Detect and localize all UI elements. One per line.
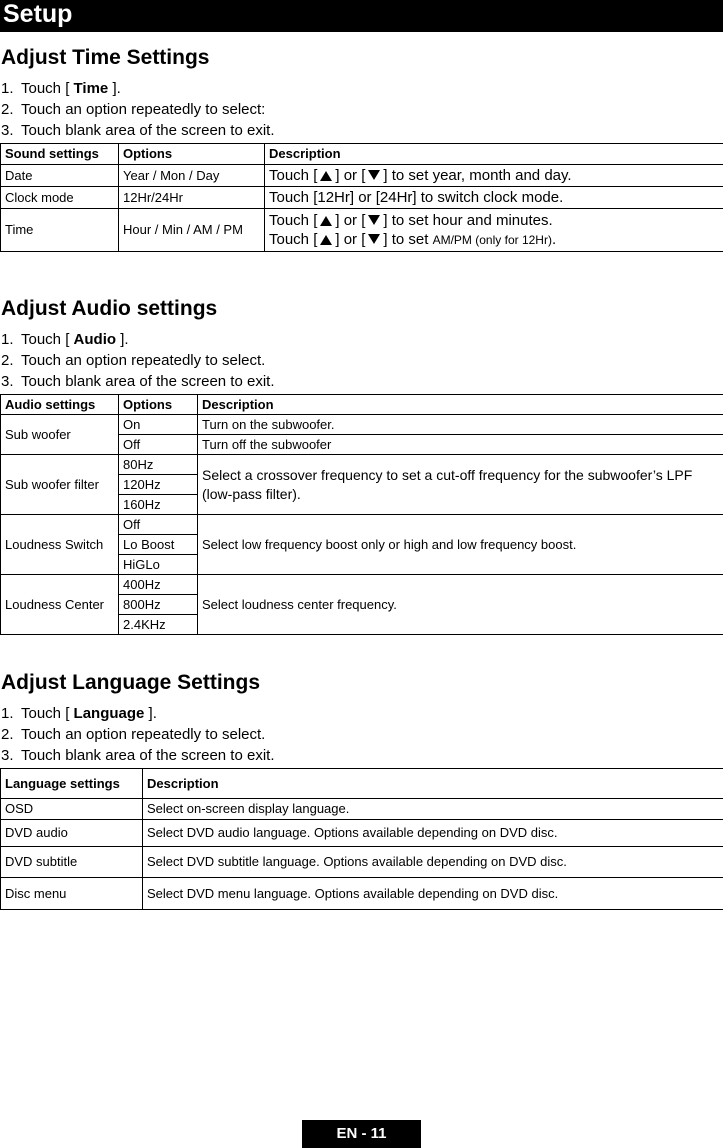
header-bar — [0, 0, 723, 32]
column-header: Description — [265, 144, 723, 165]
column-header: Description — [143, 769, 723, 799]
table-header-row — [1, 144, 723, 165]
options-cell: 160Hz — [119, 495, 198, 515]
description-cell: Select low frequency boost only or high and low frequency boost. — [198, 515, 723, 575]
options-cell: Off — [119, 515, 198, 535]
setting-cell: DVD audio — [1, 820, 143, 847]
language-steps — [1, 703, 274, 766]
options-cell: HiGLo — [119, 555, 198, 575]
language-settings-table — [0, 768, 723, 910]
column-header: Audio settings — [1, 395, 119, 415]
setting-cell: Disc menu — [1, 878, 143, 910]
setting-cell: Clock mode — [1, 187, 119, 209]
audio-settings-table — [0, 394, 723, 635]
setting-cell: Date — [1, 165, 119, 187]
table-row — [1, 187, 723, 209]
step-item: 2. Touch an option repeatedly to select. — [1, 352, 266, 369]
description-cell: Select DVD subtitle language. Options available depending on DVD disc. — [143, 847, 723, 878]
down-arrow-icon — [368, 170, 380, 180]
options-cell: 2.4KHz — [119, 615, 198, 635]
up-arrow-icon — [320, 235, 332, 245]
setting-cell: Loudness Switch — [1, 515, 119, 575]
description-cell: Select a crossover frequency to set a cut-off frequency for the subwoofer’s LPF (low-pass filter). — [198, 455, 723, 515]
description-cell: Touch [ ] or [ ] to set year, month and day. — [265, 165, 723, 187]
description-cell: Turn off the subwoofer — [198, 435, 723, 455]
time-steps — [1, 78, 274, 141]
page-number: EN - 11 — [302, 1120, 421, 1148]
table-row — [1, 878, 723, 910]
description-cell: Touch [ ] or [ ] to set hour and minutes. Touch [ ] or [ ] to set AM/PM (only for 12Hr). — [265, 209, 723, 252]
setting-cell: DVD subtitle — [1, 847, 143, 878]
column-header: Options — [119, 144, 265, 165]
table-row — [1, 209, 723, 252]
down-arrow-icon — [368, 234, 380, 244]
step-item: 1. Touch [ Audio ]. — [1, 331, 129, 348]
options-cell: 80Hz — [119, 455, 198, 475]
time-section-title: Adjust Time Settings — [1, 46, 210, 69]
description-cell: Select DVD audio language. Options available depending on DVD disc. — [143, 820, 723, 847]
table-row — [1, 820, 723, 847]
options-cell: 800Hz — [119, 595, 198, 615]
step-item: 2. Touch an option repeatedly to select: — [1, 101, 266, 118]
up-arrow-icon — [320, 171, 332, 181]
table-header-row — [1, 769, 723, 799]
description-cell: Select DVD menu language. Options available depending on DVD disc. — [143, 878, 723, 910]
description-cell: Turn on the subwoofer. — [198, 415, 723, 435]
options-cell: On — [119, 415, 198, 435]
description-cell: Select loudness center frequency. — [198, 575, 723, 635]
column-header: Description — [198, 395, 723, 415]
options-cell: 400Hz — [119, 575, 198, 595]
step-item: 3. Touch blank area of the screen to exit. — [1, 747, 275, 764]
step-item: 2. Touch an option repeatedly to select. — [1, 726, 266, 743]
setting-cell: Time — [1, 209, 119, 252]
options-cell: Lo Boost — [119, 535, 198, 555]
down-arrow-icon — [368, 215, 380, 225]
table-row — [1, 847, 723, 878]
up-arrow-icon — [320, 216, 332, 226]
setting-cell: Sub woofer filter — [1, 455, 119, 515]
table-row — [1, 515, 723, 535]
audio-section-title: Adjust Audio settings — [1, 297, 218, 320]
column-header: Language settings — [1, 769, 143, 799]
language-section-title: Adjust Language Settings — [1, 671, 261, 694]
step-item: 1. Touch [ Language ]. — [1, 705, 157, 722]
column-header: Sound settings — [1, 144, 119, 165]
setting-cell: Loudness Center — [1, 575, 119, 635]
table-row — [1, 575, 723, 595]
time-settings-table — [0, 143, 723, 252]
table-row — [1, 165, 723, 187]
table-header-row — [1, 395, 723, 415]
description-cell: Touch [12Hr] or [24Hr] to switch clock mode. — [265, 187, 723, 209]
page-title: Setup — [3, 0, 73, 28]
setting-cell: Sub woofer — [1, 415, 119, 455]
table-row — [1, 799, 723, 820]
options-cell: Hour / Min / AM / PM — [119, 209, 265, 252]
options-cell: 120Hz — [119, 475, 198, 495]
setting-cell: OSD — [1, 799, 143, 820]
step-item: 3. Touch blank area of the screen to exit. — [1, 122, 275, 139]
options-cell: Off — [119, 435, 198, 455]
description-cell: Select on-screen display language. — [143, 799, 723, 820]
table-row — [1, 415, 723, 435]
options-cell: 12Hr/24Hr — [119, 187, 265, 209]
table-row — [1, 455, 723, 475]
options-cell: Year / Mon / Day — [119, 165, 265, 187]
column-header: Options — [119, 395, 198, 415]
step-item: 3. Touch blank area of the screen to exit. — [1, 373, 275, 390]
audio-steps — [1, 329, 274, 392]
step-item: 1. Touch [ Time ]. — [1, 80, 121, 97]
